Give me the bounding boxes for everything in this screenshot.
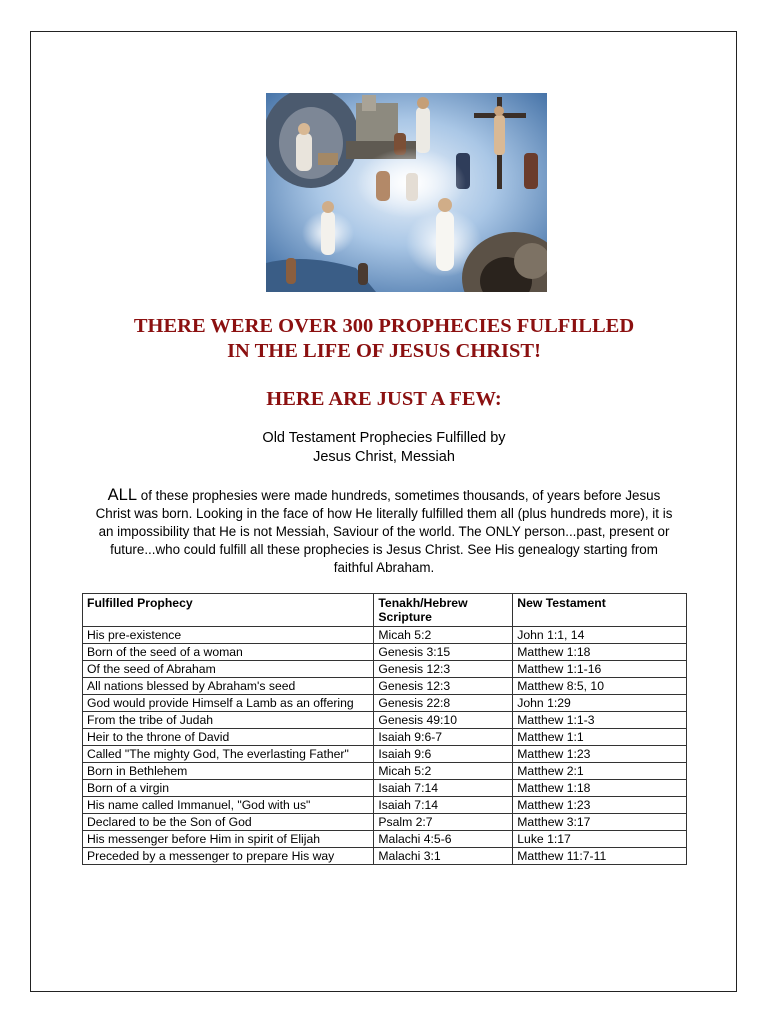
table-row	[83, 746, 687, 763]
tenakh-reference-cell: Malachi 4:5-6	[374, 831, 513, 848]
new-testament-reference-cell: Matthew 1:23	[513, 746, 687, 763]
tenakh-reference-cell: Genesis 22:8	[374, 695, 513, 712]
document-subtitle	[40, 429, 728, 467]
header-fulfilled-prophecy: Fulfilled Prophecy	[83, 594, 374, 627]
jesus-life-collage-illustration	[266, 93, 547, 292]
table-row	[83, 831, 687, 848]
table-row	[83, 678, 687, 695]
tenakh-reference-cell: Malachi 3:1	[374, 848, 513, 865]
table-row	[83, 797, 687, 814]
tenakh-reference-cell: Psalm 2:7	[374, 814, 513, 831]
prophecy-cell: Born of the seed of a woman	[83, 644, 374, 661]
prophecy-cell: His name called Immanuel, "God with us"	[83, 797, 374, 814]
prophecy-table-body	[83, 627, 687, 865]
new-testament-reference-cell: Matthew 1:1-3	[513, 712, 687, 729]
main-headline	[40, 314, 728, 364]
new-testament-reference-cell: Luke 1:17	[513, 831, 687, 848]
tenakh-reference-cell: Micah 5:2	[374, 763, 513, 780]
table-row	[83, 780, 687, 797]
table-row	[83, 661, 687, 678]
table-row	[83, 627, 687, 644]
headline-line-2: IN THE LIFE OF JESUS CHRIST!	[227, 340, 541, 362]
subtitle-line-2: Jesus Christ, Messiah	[313, 449, 455, 465]
tenakh-reference-cell: Micah 5:2	[374, 627, 513, 644]
header-tenakh-scripture: Tenakh/Hebrew Scripture	[374, 594, 513, 627]
new-testament-reference-cell: Matthew 1:1-16	[513, 661, 687, 678]
tenakh-reference-cell: Genesis 12:3	[374, 678, 513, 695]
tenakh-reference-cell: Genesis 3:15	[374, 644, 513, 661]
new-testament-reference-cell: Matthew 1:23	[513, 797, 687, 814]
prophecy-cell: Born in Bethlehem	[83, 763, 374, 780]
new-testament-reference-cell: John 1:29	[513, 695, 687, 712]
tenakh-reference-cell: Isaiah 9:6	[374, 746, 513, 763]
new-testament-reference-cell: Matthew 1:1	[513, 729, 687, 746]
hero-illustration	[266, 93, 547, 292]
tenakh-reference-cell: Isaiah 9:6-7	[374, 729, 513, 746]
intro-paragraph	[92, 486, 676, 577]
headline-line-1: THERE WERE OVER 300 PROPHECIES FULFILLED	[133, 315, 635, 337]
intro-lead-word: ALL	[107, 486, 138, 504]
table-row	[83, 695, 687, 712]
table-row	[83, 729, 687, 746]
tenakh-reference-cell: Isaiah 7:14	[374, 797, 513, 814]
prophecy-cell: Born of a virgin	[83, 780, 374, 797]
table-header-row	[83, 594, 687, 627]
prophecy-table	[82, 593, 687, 865]
prophecy-cell: His messenger before Him in spirit of Elijah	[83, 831, 374, 848]
tenakh-reference-cell: Genesis 49:10	[374, 712, 513, 729]
table-row	[83, 848, 687, 865]
new-testament-reference-cell: Matthew 2:1	[513, 763, 687, 780]
prophecy-cell: Preceded by a messenger to prepare His way	[83, 848, 374, 865]
prophecy-cell: Of the seed of Abraham	[83, 661, 374, 678]
table-row	[83, 814, 687, 831]
prophecy-cell: Called "The mighty God, The everlasting Father"	[83, 746, 374, 763]
new-testament-reference-cell: Matthew 1:18	[513, 780, 687, 797]
table-row	[83, 712, 687, 729]
subtitle-line-1: Old Testament Prophecies Fulfilled by	[262, 430, 506, 446]
prophecy-cell: God would provide Himself a Lamb as an offering	[83, 695, 374, 712]
new-testament-reference-cell: John 1:1, 14	[513, 627, 687, 644]
header-new-testament: New Testament	[513, 594, 687, 627]
prophecy-cell: Heir to the throne of David	[83, 729, 374, 746]
table-row	[83, 644, 687, 661]
tenakh-reference-cell: Genesis 12:3	[374, 661, 513, 678]
prophecy-cell: From the tribe of Judah	[83, 712, 374, 729]
new-testament-reference-cell: Matthew 8:5, 10	[513, 678, 687, 695]
prophecy-cell: Declared to be the Son of God	[83, 814, 374, 831]
intro-body: of these prophesies were made hundreds, sometimes thousands, of years before Jesus Christ was born. Looking in the face of how He literally fulfilled them all (plus hundreds more), it is an impossibility that He is not Messiah, Saviour of the world. The ONLY person...past, present or future...who could fulfill all these prophecies is Jesus Christ. See His genealogy starting from faithful Abraham.	[95, 488, 673, 575]
prophecy-cell: All nations blessed by Abraham's seed	[83, 678, 374, 695]
secondary-headline: HERE ARE JUST A FEW:	[266, 388, 502, 410]
table-row	[83, 763, 687, 780]
new-testament-reference-cell: Matthew 3:17	[513, 814, 687, 831]
prophecy-cell: His pre-existence	[83, 627, 374, 644]
new-testament-reference-cell: Matthew 1:18	[513, 644, 687, 661]
tenakh-reference-cell: Isaiah 7:14	[374, 780, 513, 797]
new-testament-reference-cell: Matthew 11:7-11	[513, 848, 687, 865]
